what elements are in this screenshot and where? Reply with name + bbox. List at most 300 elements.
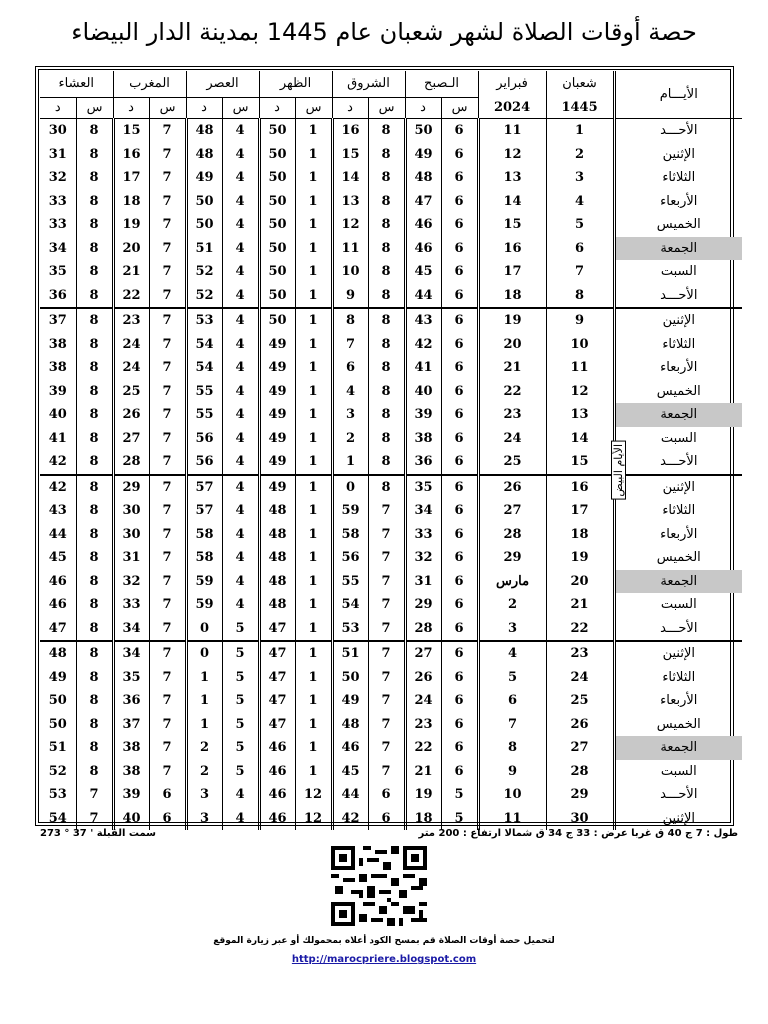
dhuhr-hour-cell: 12 — [295, 783, 332, 807]
asr-hour-cell: 4 — [222, 380, 259, 404]
asr-hour-cell: 4 — [222, 807, 259, 831]
shurooq-minute-cell: 12 — [332, 213, 368, 237]
fajr-hour-cell: 6 — [441, 736, 478, 760]
asr-hour-cell: 4 — [222, 190, 259, 214]
shurooq-minute-cell: 51 — [332, 641, 368, 666]
fajr-hour-cell: 5 — [441, 807, 478, 831]
isha-hour-cell: 8 — [76, 523, 113, 547]
isha-hour-cell: 8 — [76, 333, 113, 357]
isha-minute-cell: 54 — [48, 810, 67, 826]
isha-hour-cell: 8 — [76, 617, 113, 642]
hijri-day-cell: 12 — [546, 380, 614, 404]
hijri-day-cell: 29 — [546, 783, 614, 807]
shurooq-hour-cell: 7 — [368, 713, 405, 737]
shurooq-hour-cell: 7 — [368, 689, 405, 713]
shurooq-hour-cell: 8 — [368, 427, 405, 451]
shurooq-hour-cell: 8 — [368, 237, 405, 261]
weekday-cell: السبت — [614, 260, 742, 284]
gregorian-day-cell: 21 — [478, 356, 546, 380]
isha-hour-cell: 8 — [76, 260, 113, 284]
dhuhr-hour-cell: 1 — [295, 119, 332, 143]
maghrib-minute-cell: 21 — [113, 260, 149, 284]
weekday-cell: الثلاثاء — [614, 499, 742, 523]
isha-hour-cell: 8 — [76, 736, 113, 760]
fajr-minute-cell: 22 — [405, 736, 441, 760]
header-minute: د — [186, 98, 222, 119]
shurooq-minute-cell: 3 — [332, 403, 368, 427]
table-row — [40, 499, 742, 523]
gregorian-day-cell: 29 — [478, 546, 546, 570]
asr-hour-cell: 4 — [222, 403, 259, 427]
isha-hour-cell: 8 — [76, 119, 113, 143]
gregorian-day-cell: 4 — [478, 641, 546, 666]
asr-hour-cell: 4 — [222, 333, 259, 357]
fajr-hour-cell: 6 — [441, 499, 478, 523]
table-row — [40, 119, 742, 143]
table-row — [40, 427, 742, 451]
isha-minute-cell: 41 — [48, 430, 67, 446]
maghrib-hour-cell: 7 — [149, 713, 186, 737]
isha-hour-cell: 8 — [76, 237, 113, 261]
dhuhr-minute-cell: 49 — [259, 427, 295, 451]
fajr-minute-cell: 49 — [405, 143, 441, 167]
hijri-day-cell: 3 — [546, 166, 614, 190]
isha-minute-cell: 30 — [48, 123, 67, 138]
header-hour: س — [149, 98, 186, 119]
gregorian-day-cell: 5 — [478, 666, 546, 690]
maghrib-minute-cell: 38 — [113, 736, 149, 760]
fajr-hour-cell: 6 — [441, 260, 478, 284]
dhuhr-minute-cell: 49 — [259, 475, 295, 500]
table-row — [40, 237, 742, 261]
hijri-day-cell: 9 — [546, 308, 614, 333]
asr-hour-cell: 4 — [222, 143, 259, 167]
maghrib-hour-cell: 7 — [149, 593, 186, 617]
weekday-cell: الأحـــد — [614, 617, 742, 642]
asr-minute-cell: 54 — [186, 356, 222, 380]
gregorian-day-cell: 7 — [478, 713, 546, 737]
fajr-hour-cell: 6 — [441, 713, 478, 737]
weekday-cell: الخميس — [614, 546, 742, 570]
gregorian-day-cell: 25 — [478, 450, 546, 475]
shurooq-hour-cell: 8 — [368, 213, 405, 237]
hijri-day-cell: 11 — [546, 356, 614, 380]
white-days-label: الأيام البيض — [610, 405, 626, 535]
gregorian-day-cell: مارس — [478, 570, 546, 594]
shurooq-minute-cell: 1 — [332, 450, 368, 475]
asr-hour-cell: 4 — [222, 213, 259, 237]
shurooq-minute-cell: 44 — [332, 783, 368, 807]
table-row — [40, 143, 742, 167]
maghrib-hour-cell: 7 — [149, 427, 186, 451]
dhuhr-minute-cell: 47 — [259, 617, 295, 642]
gregorian-day-cell: 23 — [478, 403, 546, 427]
asr-hour-cell: 4 — [222, 260, 259, 284]
isha-hour-cell: 8 — [76, 641, 113, 666]
maghrib-hour-cell: 7 — [149, 190, 186, 214]
fajr-hour-cell: 6 — [441, 190, 478, 214]
isha-minute-cell: 33 — [48, 217, 67, 232]
dhuhr-hour-cell: 1 — [295, 475, 332, 500]
maghrib-minute-cell: 34 — [113, 617, 149, 642]
table-row — [40, 333, 742, 357]
table-row — [40, 260, 742, 284]
shurooq-minute-cell: 8 — [332, 308, 368, 333]
isha-minute-cell: 33 — [48, 193, 67, 209]
hijri-day-cell: 28 — [546, 760, 614, 784]
table-row — [40, 475, 742, 500]
header-hour: س — [368, 98, 405, 119]
dhuhr-hour-cell: 1 — [295, 237, 332, 261]
fajr-minute-cell: 23 — [405, 713, 441, 737]
weekday-cell: الإثنين — [614, 143, 742, 167]
weekday-cell: الأربعاء — [614, 523, 742, 547]
header-minute: د — [332, 98, 368, 119]
asr-minute-cell: 58 — [186, 546, 222, 570]
header-maghrib: المغرب — [113, 71, 186, 98]
gregorian-day-cell: 15 — [478, 213, 546, 237]
dhuhr-minute-cell: 50 — [259, 237, 295, 261]
fajr-minute-cell: 32 — [405, 546, 441, 570]
maghrib-hour-cell: 7 — [149, 499, 186, 523]
fajr-minute-cell: 50 — [405, 119, 441, 143]
shurooq-hour-cell: 8 — [368, 450, 405, 475]
maghrib-hour-cell: 7 — [149, 736, 186, 760]
maghrib-hour-cell: 7 — [149, 617, 186, 642]
maghrib-hour-cell: 7 — [149, 760, 186, 784]
fajr-hour-cell: 6 — [441, 641, 478, 666]
isha-minute-cell: 42 — [48, 454, 67, 469]
asr-minute-cell: 0 — [186, 641, 222, 666]
maghrib-hour-cell: 7 — [149, 308, 186, 333]
shurooq-hour-cell: 7 — [368, 736, 405, 760]
dhuhr-minute-cell: 48 — [259, 499, 295, 523]
maghrib-minute-cell: 30 — [113, 499, 149, 523]
fajr-minute-cell: 33 — [405, 523, 441, 547]
isha-hour-cell: 8 — [76, 760, 113, 784]
shurooq-minute-cell: 42 — [332, 807, 368, 831]
dhuhr-minute-cell: 46 — [259, 807, 295, 831]
shurooq-minute-cell: 45 — [332, 760, 368, 784]
fajr-hour-cell: 6 — [441, 475, 478, 500]
isha-hour-cell: 8 — [76, 403, 113, 427]
asr-hour-cell: 4 — [222, 427, 259, 451]
table-row — [40, 736, 742, 760]
fajr-minute-cell: 18 — [405, 807, 441, 831]
maghrib-minute-cell: 23 — [113, 308, 149, 333]
shurooq-hour-cell: 7 — [368, 593, 405, 617]
shurooq-minute-cell: 9 — [332, 284, 368, 309]
hijri-day-cell: 17 — [546, 499, 614, 523]
table-row — [40, 617, 742, 642]
fajr-hour-cell: 5 — [441, 783, 478, 807]
fajr-hour-cell: 6 — [441, 689, 478, 713]
hijri-day-cell: 10 — [546, 333, 614, 357]
header-minute: د — [40, 98, 76, 119]
weekday-cell: الإثنين — [614, 807, 742, 831]
gregorian-day-cell: 9 — [478, 760, 546, 784]
dhuhr-minute-cell: 48 — [259, 593, 295, 617]
shurooq-minute-cell: 49 — [332, 689, 368, 713]
gregorian-day-cell: 19 — [478, 308, 546, 333]
isha-minute-cell: 52 — [48, 763, 67, 779]
isha-minute-cell: 31 — [48, 146, 67, 162]
fajr-minute-cell: 29 — [405, 593, 441, 617]
dhuhr-hour-cell: 1 — [295, 143, 332, 167]
maghrib-minute-cell: 40 — [113, 807, 149, 831]
weekday-cell: الإثنين — [614, 641, 742, 666]
isha-hour-cell: 7 — [76, 807, 113, 831]
header-asr: العصر — [186, 71, 259, 98]
dhuhr-hour-cell: 1 — [295, 403, 332, 427]
fajr-hour-cell: 6 — [441, 237, 478, 261]
table-row — [40, 593, 742, 617]
isha-hour-cell: 8 — [76, 213, 113, 237]
table-row — [40, 783, 742, 807]
maghrib-minute-cell: 25 — [113, 380, 149, 404]
shurooq-hour-cell: 8 — [368, 190, 405, 214]
shurooq-hour-cell: 7 — [368, 641, 405, 666]
maghrib-minute-cell: 17 — [113, 166, 149, 190]
isha-hour-cell: 8 — [76, 427, 113, 451]
dhuhr-minute-cell: 50 — [259, 213, 295, 237]
dhuhr-hour-cell: 1 — [295, 427, 332, 451]
shurooq-hour-cell: 6 — [368, 783, 405, 807]
weekday-cell: الأحـــد — [614, 284, 742, 309]
hijri-day-cell: 20 — [546, 570, 614, 594]
dhuhr-hour-cell: 1 — [295, 284, 332, 309]
dhuhr-hour-cell: 1 — [295, 499, 332, 523]
asr-minute-cell: 1 — [186, 666, 222, 690]
isha-hour-cell: 8 — [76, 499, 113, 523]
weekday-cell: الأحـــد — [614, 119, 742, 143]
shurooq-minute-cell: 13 — [332, 190, 368, 214]
asr-hour-cell: 5 — [222, 641, 259, 666]
gregorian-day-cell: 27 — [478, 499, 546, 523]
dhuhr-minute-cell: 50 — [259, 260, 295, 284]
website-link[interactable]: http://marocpriere.blogspot.com — [291, 954, 477, 965]
shurooq-minute-cell: 56 — [332, 546, 368, 570]
dhuhr-minute-cell: 50 — [259, 143, 295, 167]
table-row — [40, 807, 742, 831]
dhuhr-hour-cell: 1 — [295, 760, 332, 784]
maghrib-hour-cell: 7 — [149, 213, 186, 237]
asr-minute-cell: 57 — [186, 499, 222, 523]
asr-hour-cell: 4 — [222, 475, 259, 500]
shurooq-hour-cell: 7 — [368, 523, 405, 547]
hijri-day-cell: 18 — [546, 523, 614, 547]
dhuhr-hour-cell: 1 — [295, 450, 332, 475]
maghrib-minute-cell: 26 — [113, 403, 149, 427]
maghrib-hour-cell: 7 — [149, 356, 186, 380]
table-row — [40, 760, 742, 784]
qibla-direction: سمت القبلة ' 37 ° 273 — [40, 828, 157, 839]
fajr-hour-cell: 6 — [441, 427, 478, 451]
table-row — [40, 308, 742, 333]
asr-hour-cell: 5 — [222, 617, 259, 642]
isha-hour-cell: 8 — [76, 166, 113, 190]
weekday-cell: الجمعة — [614, 403, 742, 427]
maghrib-minute-cell: 30 — [113, 523, 149, 547]
fajr-hour-cell: 6 — [441, 523, 478, 547]
isha-minute-cell: 48 — [40, 641, 76, 666]
weekday-cell: الإثنين — [614, 475, 742, 500]
asr-minute-cell: 50 — [186, 213, 222, 237]
fajr-hour-cell: 6 — [441, 356, 478, 380]
maghrib-minute-cell: 27 — [113, 427, 149, 451]
asr-minute-cell: 49 — [186, 166, 222, 190]
fajr-hour-cell: 6 — [441, 213, 478, 237]
header-february: فبراير — [478, 71, 546, 98]
dhuhr-hour-cell: 12 — [295, 807, 332, 831]
dhuhr-hour-cell: 1 — [295, 546, 332, 570]
asr-hour-cell: 4 — [222, 237, 259, 261]
dhuhr-minute-cell: 48 — [259, 546, 295, 570]
gregorian-day-cell: 24 — [478, 427, 546, 451]
fajr-hour-cell: 6 — [441, 166, 478, 190]
prayer-times-table — [40, 71, 742, 830]
fajr-minute-cell: 31 — [405, 570, 441, 594]
hijri-day-cell: 13 — [546, 403, 614, 427]
shurooq-hour-cell: 8 — [368, 284, 405, 309]
maghrib-minute-cell: 31 — [113, 546, 149, 570]
isha-hour-cell: 8 — [76, 308, 113, 333]
isha-hour-cell: 8 — [76, 143, 113, 167]
shurooq-hour-cell: 8 — [368, 119, 405, 143]
page-title: حصة أوقات الصلاة لشهر شعبان عام 1445 بمدينة الدار البيضاء — [71, 18, 697, 46]
fajr-hour-cell: 6 — [441, 308, 478, 333]
isha-minute-cell: 50 — [48, 716, 67, 732]
table-row — [40, 450, 742, 475]
dhuhr-minute-cell: 46 — [259, 783, 295, 807]
hijri-day-cell: 30 — [546, 807, 614, 831]
hijri-day-cell: 24 — [546, 666, 614, 690]
shurooq-hour-cell: 8 — [368, 475, 405, 500]
asr-minute-cell: 57 — [186, 475, 222, 500]
isha-hour-cell: 7 — [76, 783, 113, 807]
weekday-cell: الأحـــد — [614, 450, 742, 475]
maghrib-hour-cell: 7 — [149, 546, 186, 570]
isha-hour-cell: 8 — [76, 546, 113, 570]
dhuhr-minute-cell: 47 — [259, 641, 295, 666]
shurooq-minute-cell: 2 — [332, 427, 368, 451]
dhuhr-hour-cell: 1 — [295, 641, 332, 666]
shurooq-hour-cell: 7 — [368, 546, 405, 570]
shurooq-minute-cell: 46 — [332, 736, 368, 760]
dhuhr-hour-cell: 1 — [295, 523, 332, 547]
hijri-day-cell: 8 — [546, 284, 614, 309]
maghrib-hour-cell: 6 — [149, 807, 186, 831]
fajr-hour-cell: 6 — [441, 570, 478, 594]
header-minute: د — [259, 98, 295, 119]
asr-minute-cell: 3 — [186, 783, 222, 807]
weekday-cell: السبت — [614, 427, 742, 451]
fajr-minute-cell: 39 — [405, 403, 441, 427]
dhuhr-minute-cell: 47 — [259, 666, 295, 690]
header-minute: د — [405, 98, 441, 119]
asr-hour-cell: 4 — [222, 166, 259, 190]
asr-hour-cell: 5 — [222, 713, 259, 737]
shurooq-hour-cell: 7 — [368, 666, 405, 690]
fajr-hour-cell: 6 — [441, 380, 478, 404]
fajr-minute-cell: 28 — [405, 617, 441, 642]
asr-hour-cell: 4 — [222, 499, 259, 523]
table-row — [40, 546, 742, 570]
fajr-hour-cell: 6 — [441, 617, 478, 642]
hijri-day-cell: 15 — [546, 450, 614, 475]
maghrib-minute-cell: 24 — [113, 356, 149, 380]
fajr-minute-cell: 44 — [405, 284, 441, 309]
shurooq-hour-cell: 8 — [368, 356, 405, 380]
fajr-minute-cell: 35 — [405, 475, 441, 500]
dhuhr-hour-cell: 1 — [295, 380, 332, 404]
header-days: الأيـــام — [614, 71, 742, 119]
dhuhr-minute-cell: 49 — [259, 403, 295, 427]
asr-minute-cell: 48 — [186, 119, 222, 143]
maghrib-hour-cell: 7 — [149, 260, 186, 284]
gregorian-day-cell: 8 — [478, 736, 546, 760]
hijri-day-cell: 1 — [546, 119, 614, 143]
maghrib-minute-cell: 24 — [113, 333, 149, 357]
fajr-minute-cell: 36 — [405, 450, 441, 475]
gregorian-day-cell: 26 — [478, 475, 546, 500]
maghrib-minute-cell: 28 — [113, 450, 149, 475]
fajr-hour-cell: 6 — [441, 546, 478, 570]
shurooq-minute-cell: 15 — [332, 143, 368, 167]
gregorian-day-cell: 11 — [478, 119, 546, 143]
dhuhr-hour-cell: 1 — [295, 190, 332, 214]
isha-minute-cell: 40 — [48, 407, 67, 422]
asr-minute-cell: 59 — [186, 570, 222, 594]
shurooq-hour-cell: 7 — [368, 760, 405, 784]
fajr-minute-cell: 43 — [405, 308, 441, 333]
maghrib-hour-cell: 6 — [149, 783, 186, 807]
shurooq-minute-cell: 54 — [332, 593, 368, 617]
gregorian-day-cell: 12 — [478, 143, 546, 167]
dhuhr-minute-cell: 49 — [259, 380, 295, 404]
shurooq-minute-cell: 55 — [332, 570, 368, 594]
table-row — [40, 166, 742, 190]
isha-minute-cell: 45 — [48, 550, 67, 565]
hijri-day-cell: 25 — [546, 689, 614, 713]
asr-minute-cell: 53 — [186, 308, 222, 333]
weekday-cell: الثلاثاء — [614, 666, 742, 690]
table-row — [40, 403, 742, 427]
asr-hour-cell: 5 — [222, 760, 259, 784]
isha-hour-cell: 8 — [76, 356, 113, 380]
asr-hour-cell: 5 — [222, 736, 259, 760]
shurooq-hour-cell: 8 — [368, 333, 405, 357]
maghrib-hour-cell: 7 — [149, 450, 186, 475]
weekday-cell: السبت — [614, 760, 742, 784]
maghrib-hour-cell: 7 — [149, 237, 186, 261]
qr-code-icon — [331, 846, 427, 926]
asr-minute-cell: 1 — [186, 713, 222, 737]
header-shaban-year: 1445 — [546, 98, 614, 119]
asr-minute-cell: 51 — [186, 237, 222, 261]
header-fajr: الـصبح — [405, 71, 478, 98]
isha-minute-cell: 35 — [48, 264, 67, 279]
dhuhr-hour-cell: 1 — [295, 356, 332, 380]
table-row — [40, 570, 742, 594]
fajr-hour-cell: 6 — [441, 143, 478, 167]
isha-minute-cell: 49 — [48, 669, 67, 685]
dhuhr-minute-cell: 50 — [259, 308, 295, 333]
hijri-day-cell: 14 — [546, 427, 614, 451]
asr-hour-cell: 4 — [222, 356, 259, 380]
fajr-minute-cell: 46 — [405, 213, 441, 237]
asr-minute-cell: 56 — [186, 427, 222, 451]
